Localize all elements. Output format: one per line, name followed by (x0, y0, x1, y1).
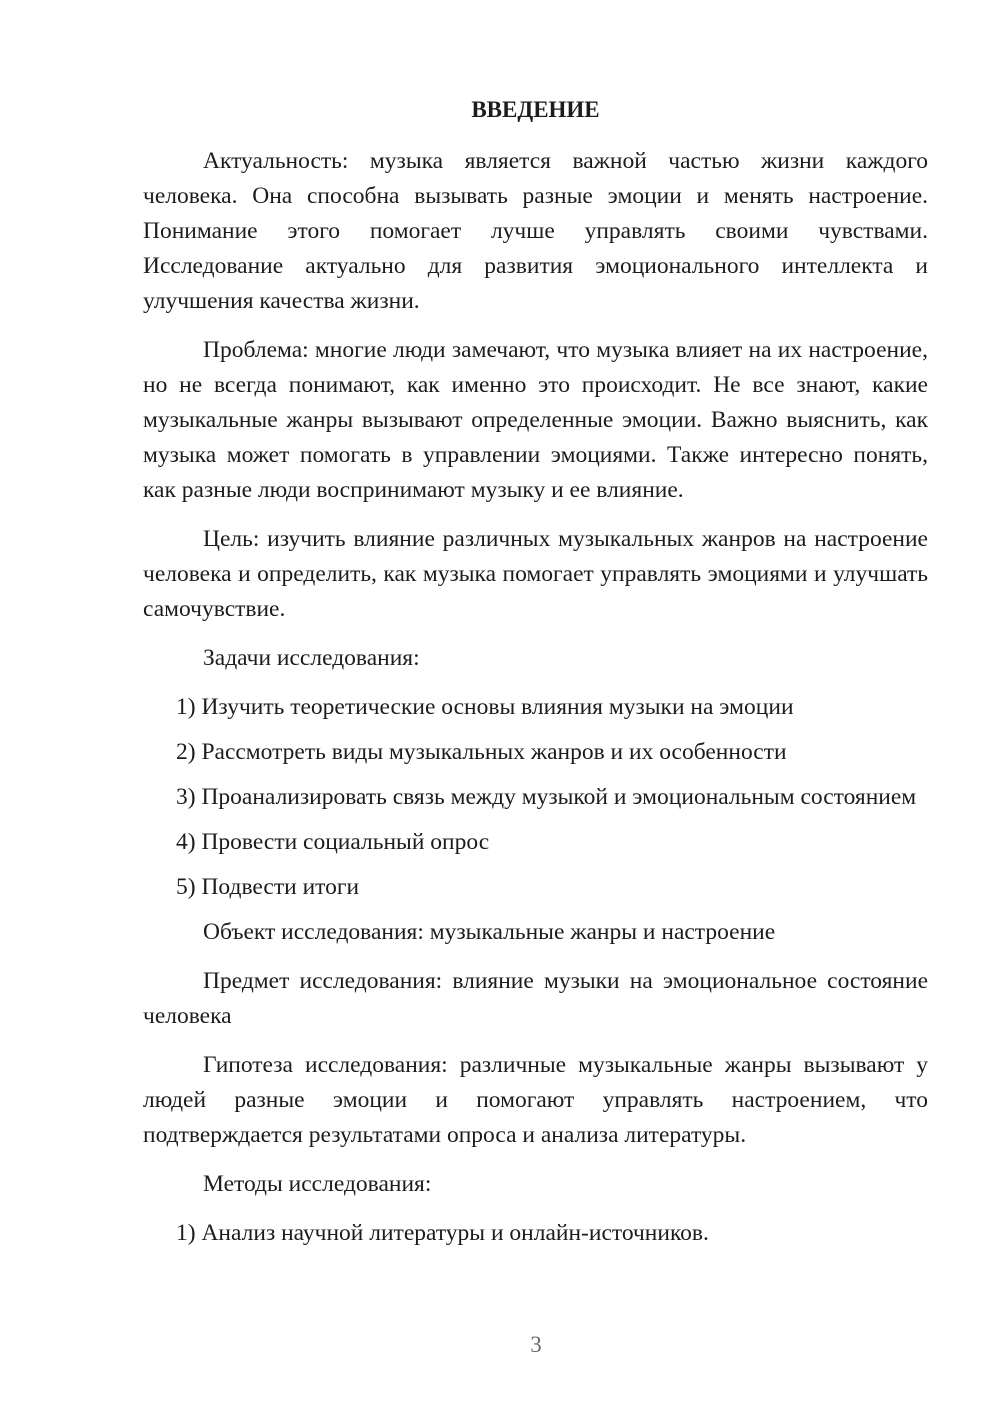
task-item-2: 2) Рассмотреть виды музыкальных жанров и их особенности (176, 739, 787, 765)
tasks-heading: Задачи исследования: (203, 645, 420, 671)
method-item-1: 1) Анализ научной литературы и онлайн-источников. (176, 1220, 709, 1246)
hypothesis-paragraph: Гипотеза исследования: различные музыкальные жанры вызывают у людей разные эмоции и помогают управлять настроением, что подтверждается результатами опроса и анализа литературы. (143, 1052, 928, 1148)
page-number: 3 (530, 1332, 542, 1357)
problem-paragraph: Проблема: многие люди замечают, что музыка влияет на их настроение, но не всегда понимают, как именно это происходит. Не все знают, какие музыкальные жанры вызывают определенные эмоции. Важно выяснить, как музыка может помогать в управлении эмоциями. Также интересно понять, как разные люди воспринимают музыку и ее влияние. (143, 337, 928, 503)
task-item-4: 4) Провести социальный опрос (176, 829, 490, 855)
relevance-paragraph: Актуальность: музыка является важной частью жизни каждого человека. Она способна вызывать разные эмоции и менять настроение. Понимание этого помогает лучше управлять своими чувствами. Исследование актуально для развития эмоционального интеллекта и улучшения качества жизни. (143, 148, 928, 314)
methods-heading: Методы исследования: (203, 1171, 432, 1197)
task-item-5: 5) Подвести итоги (176, 874, 360, 900)
subject-paragraph: Предмет исследования: влияние музыки на эмоциональное состояние человека (143, 968, 928, 1029)
goal-paragraph: Цель: изучить влияние различных музыкальных жанров на настроение человека и определить, как музыка помогает управлять эмоциями и улучшать самочувствие. (143, 526, 928, 622)
object-paragraph: Объект исследования: музыкальные жанры и настроение (203, 919, 776, 945)
page-title: ВВЕДЕНИЕ (471, 97, 600, 122)
task-item-3: 3) Проанализировать связь между музыкой и эмоциональным состоянием (176, 784, 917, 810)
task-item-1: 1) Изучить теоретические основы влияния музыки на эмоции (176, 694, 794, 720)
document-body (143, 92, 928, 1261)
